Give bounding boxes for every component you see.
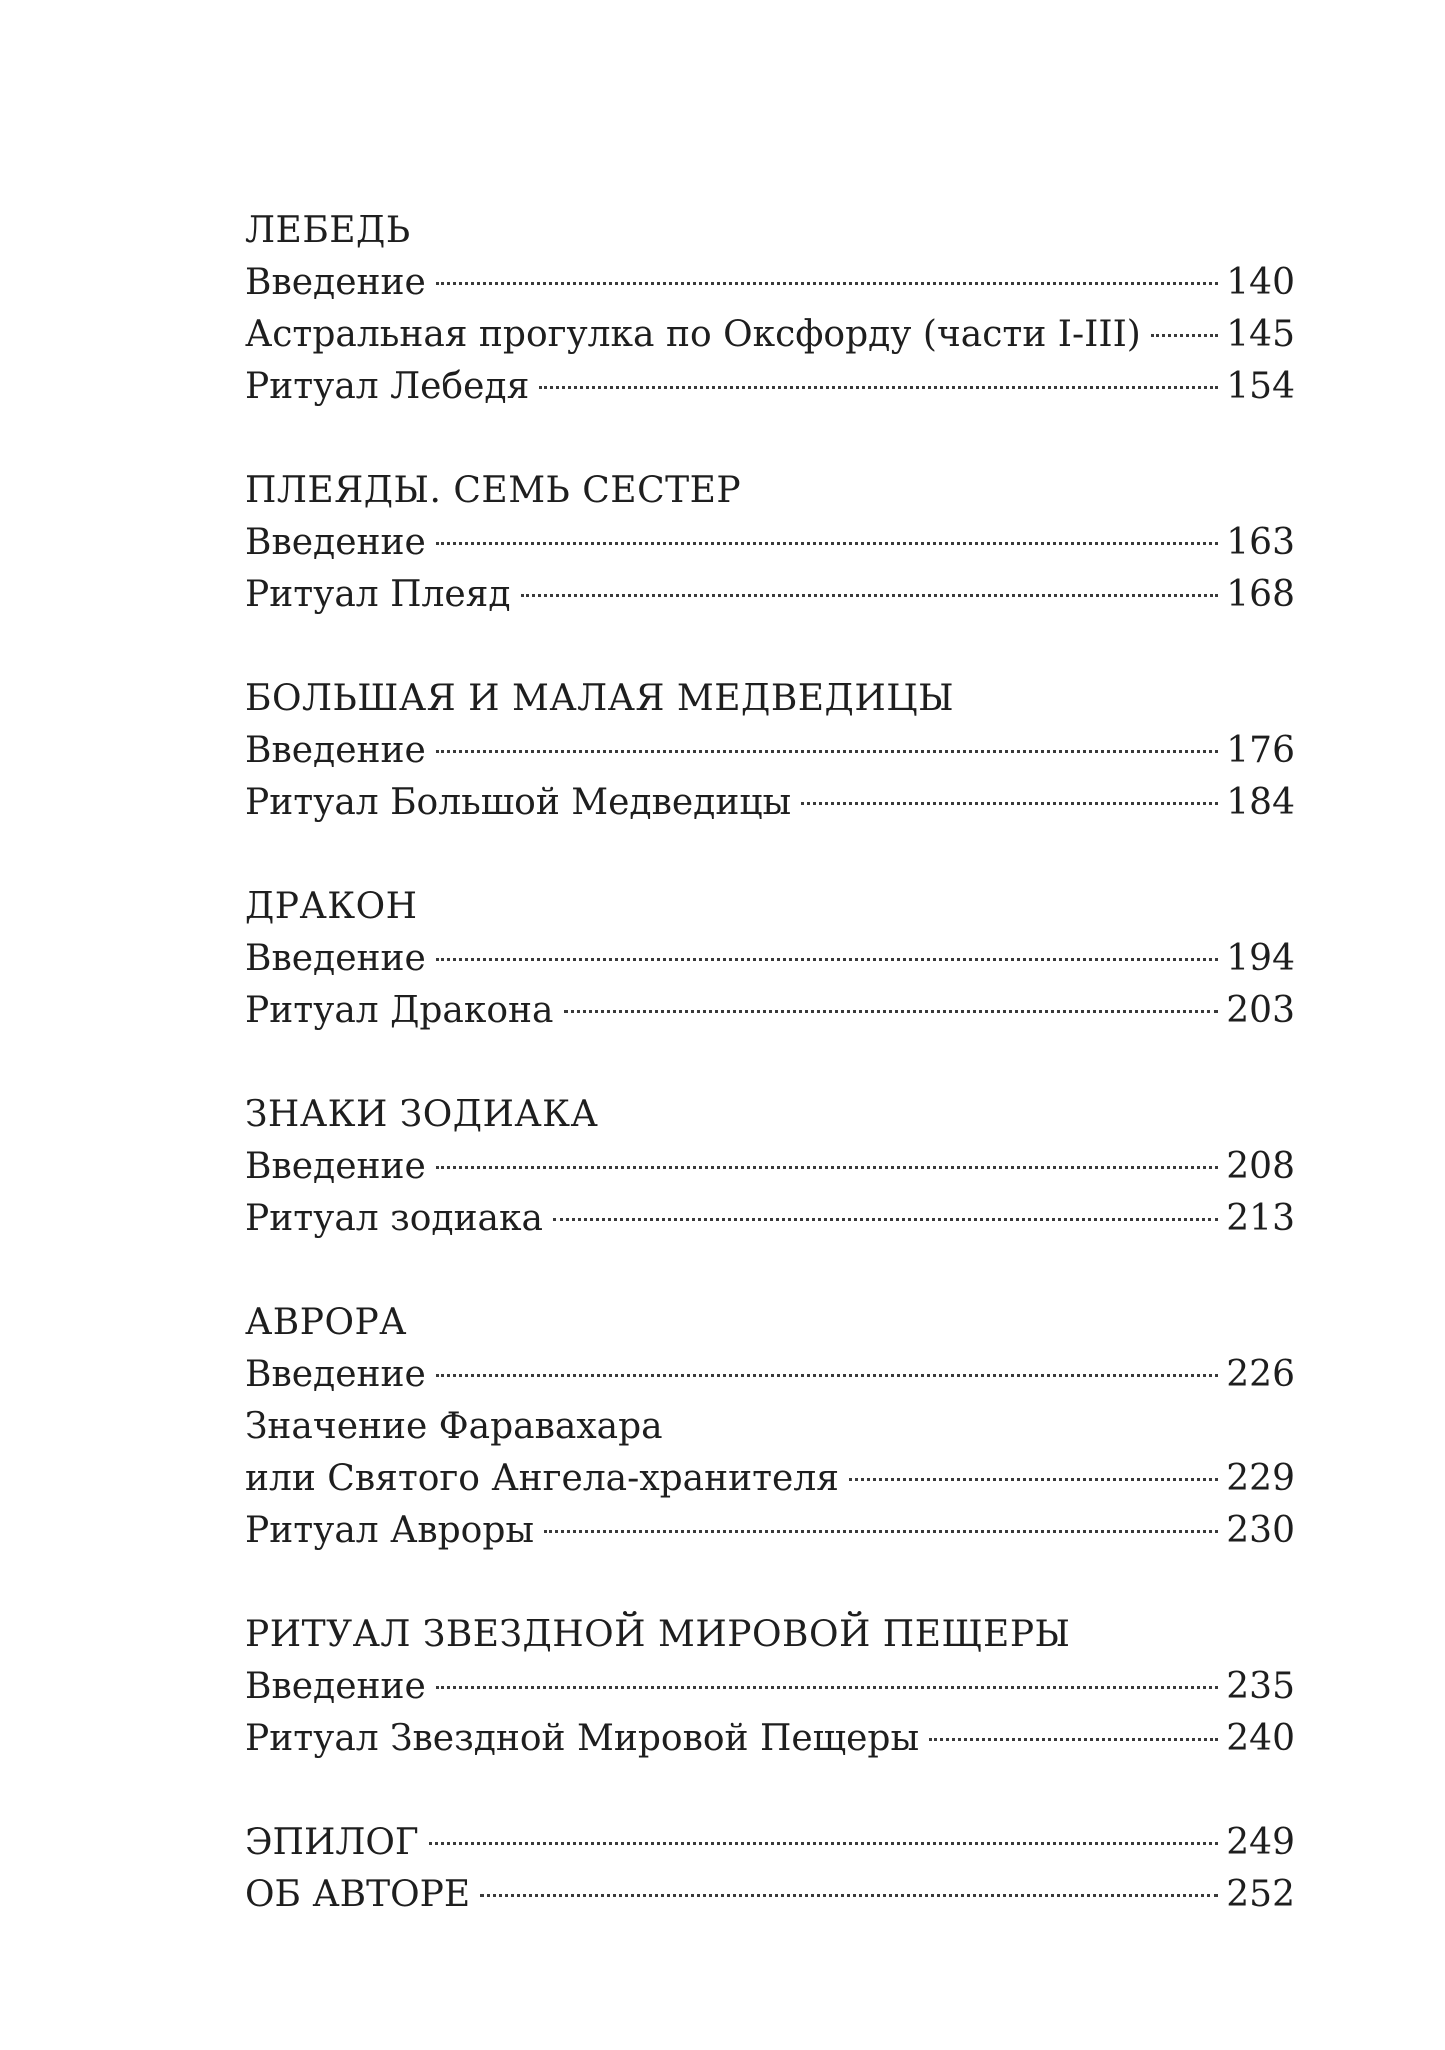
- dot-leader: [544, 1530, 1218, 1533]
- toc-entry: [245, 517, 1295, 569]
- toc-entry-epilog: [245, 1817, 1295, 1869]
- section-heading: ЗНАКИ ЗОДИАКА: [245, 1094, 599, 1135]
- section-heading: ДРАКОН: [245, 886, 418, 927]
- section-heading: АВРОРА: [245, 1302, 407, 1343]
- entry-label: Ритуал Плеяд: [245, 574, 511, 615]
- entry-page-number: 154: [1226, 366, 1295, 407]
- dot-leader: [436, 1166, 1218, 1169]
- entry-page-number: 176: [1226, 730, 1295, 771]
- section-heading: ЛЕБЕДЬ: [245, 210, 411, 251]
- entry-label: Астральная прогулка по Оксфорду (части I-III): [245, 314, 1141, 355]
- dot-leader: [436, 1686, 1218, 1689]
- entry-label: Ритуал Звездной Мировой Пещеры: [245, 1718, 920, 1759]
- section-heading: ПЛЕЯДЫ. СЕМЬ СЕСТЕР: [245, 470, 742, 511]
- entry-label: или Святого Ангела-хранителя: [245, 1458, 839, 1499]
- entry-label: Введение: [245, 1146, 426, 1187]
- toc-entry: [245, 1141, 1295, 1193]
- entry-label: Ритуал Лебедя: [245, 366, 530, 407]
- entry-page-number: 240: [1226, 1718, 1295, 1759]
- entry-label: Ритуал Авроры: [245, 1510, 535, 1551]
- entry-page-number: 235: [1226, 1666, 1295, 1707]
- entry-label: Введение: [245, 730, 426, 771]
- entry-page-number: 163: [1226, 522, 1295, 563]
- dot-leader: [436, 282, 1218, 285]
- toc-section-zodiak: [245, 1089, 1295, 1245]
- toc-entry: [245, 1713, 1295, 1765]
- entry-page-number: 252: [1226, 1874, 1295, 1915]
- dot-leader: [436, 958, 1218, 961]
- dot-leader: [429, 1842, 1219, 1845]
- entry-label: Ритуал Большой Медведицы: [245, 782, 792, 823]
- dot-leader: [436, 542, 1218, 545]
- dot-leader: [553, 1218, 1218, 1221]
- section-heading: БОЛЬШАЯ И МАЛАЯ МЕДВЕДИЦЫ: [245, 678, 955, 719]
- toc-entry: [245, 569, 1295, 621]
- toc-section-closing: [245, 1817, 1295, 1921]
- section-heading: РИТУАЛ ЗВЕЗДНОЙ МИРОВОЙ ПЕЩЕРЫ: [245, 1614, 1071, 1655]
- toc-entry-about-author: [245, 1869, 1295, 1921]
- entry-page-number: 194: [1226, 938, 1295, 979]
- entry-page-number: 203: [1226, 990, 1295, 1031]
- table-of-contents: [245, 205, 1295, 1921]
- toc-section-peshchera: [245, 1609, 1295, 1765]
- toc-section-medveditsy: [245, 673, 1295, 829]
- entry-label: Введение: [245, 262, 426, 303]
- dot-leader: [539, 386, 1218, 389]
- dot-leader: [564, 1010, 1219, 1013]
- entry-label: Введение: [245, 522, 426, 563]
- toc-section-avrora: [245, 1297, 1295, 1557]
- entry-label: ОБ АВТОРЕ: [245, 1874, 471, 1915]
- entry-page-number: 145: [1226, 314, 1295, 355]
- toc-entry: [245, 361, 1295, 413]
- dot-leader: [849, 1478, 1218, 1481]
- entry-label: Введение: [245, 1354, 426, 1395]
- toc-entry: [245, 1349, 1295, 1401]
- entry-page-number: 208: [1226, 1146, 1295, 1187]
- entry-label: Введение: [245, 1666, 426, 1707]
- entry-label: Ритуал Дракона: [245, 990, 554, 1031]
- toc-entry: [245, 725, 1295, 777]
- entry-page-number: 184: [1226, 782, 1295, 823]
- entry-page-number: 168: [1226, 574, 1295, 615]
- dot-leader: [480, 1894, 1218, 1897]
- toc-section-lebed: [245, 205, 1295, 413]
- toc-entry: [245, 1453, 1295, 1505]
- dot-leader: [801, 802, 1218, 805]
- toc-entry: [245, 933, 1295, 985]
- entry-page-number: 140: [1226, 262, 1295, 303]
- toc-entry: [245, 985, 1295, 1037]
- entry-label: ЭПИЛОГ: [245, 1822, 419, 1863]
- dot-leader: [436, 1374, 1218, 1377]
- toc-entry: [245, 257, 1295, 309]
- dot-leader: [521, 594, 1219, 597]
- toc-entry: [245, 777, 1295, 829]
- entry-label: Ритуал зодиака: [245, 1198, 543, 1239]
- entry-label-first-line: Значение Фаравахара: [245, 1406, 663, 1447]
- toc-entry: [245, 1661, 1295, 1713]
- toc-section-pleyady: [245, 465, 1295, 621]
- entry-page-number: 213: [1226, 1198, 1295, 1239]
- entry-page-number: 229: [1226, 1458, 1295, 1499]
- toc-entry: [245, 309, 1295, 361]
- toc-entry: [245, 1193, 1295, 1245]
- entry-page-number: 226: [1226, 1354, 1295, 1395]
- entry-page-number: 230: [1226, 1510, 1295, 1551]
- dot-leader: [929, 1738, 1218, 1741]
- entry-page-number: 249: [1226, 1822, 1295, 1863]
- toc-entry: [245, 1505, 1295, 1557]
- dot-leader: [1151, 334, 1218, 337]
- dot-leader: [436, 750, 1218, 753]
- entry-label: Введение: [245, 938, 426, 979]
- toc-section-drakon: [245, 881, 1295, 1037]
